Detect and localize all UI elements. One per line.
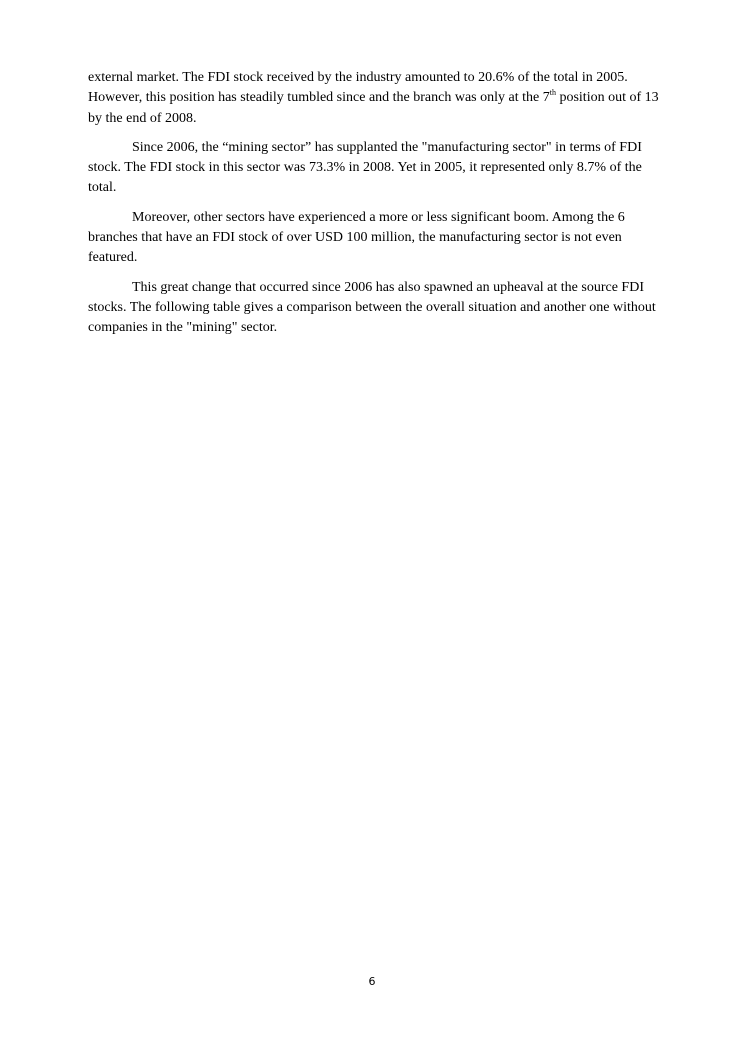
document-body bbox=[88, 68, 660, 348]
ordinal-suffix: th bbox=[549, 88, 556, 98]
paragraph-text: position out of 13 by the end of 2008. bbox=[88, 90, 659, 126]
paragraph-text: external market. The FDI stock received by the industry amounted to 20.6% of the total in 2005. However, this position has steadily tumbled since and the branch was only at the 7 bbox=[88, 70, 628, 106]
paragraph-source-fdi-stocks: This great change that occurred since 2006 has also spawned an upheaval at the source FDI stocks. The following table gives a comparison between the overall situation and another one without companies in the "mining" sector. bbox=[88, 279, 656, 336]
paragraph-fdi-industry-share bbox=[88, 68, 660, 129]
paragraph-mining-sector: Since 2006, the “mining sector” has supplanted the "manufacturing sector" in terms of FDI stock. The FDI stock in this sector was 73.3% in 2008. Yet in 2005, it represented only 8.7% of the total. bbox=[88, 139, 642, 196]
paragraph-other-sectors: Moreover, other sectors have experienced a more or less significant boom. Among the 6 branches that have an FDI stock of over USD 100 million, the manufacturing sector is not even featured. bbox=[88, 209, 625, 266]
page-number: 6 bbox=[368, 975, 376, 988]
